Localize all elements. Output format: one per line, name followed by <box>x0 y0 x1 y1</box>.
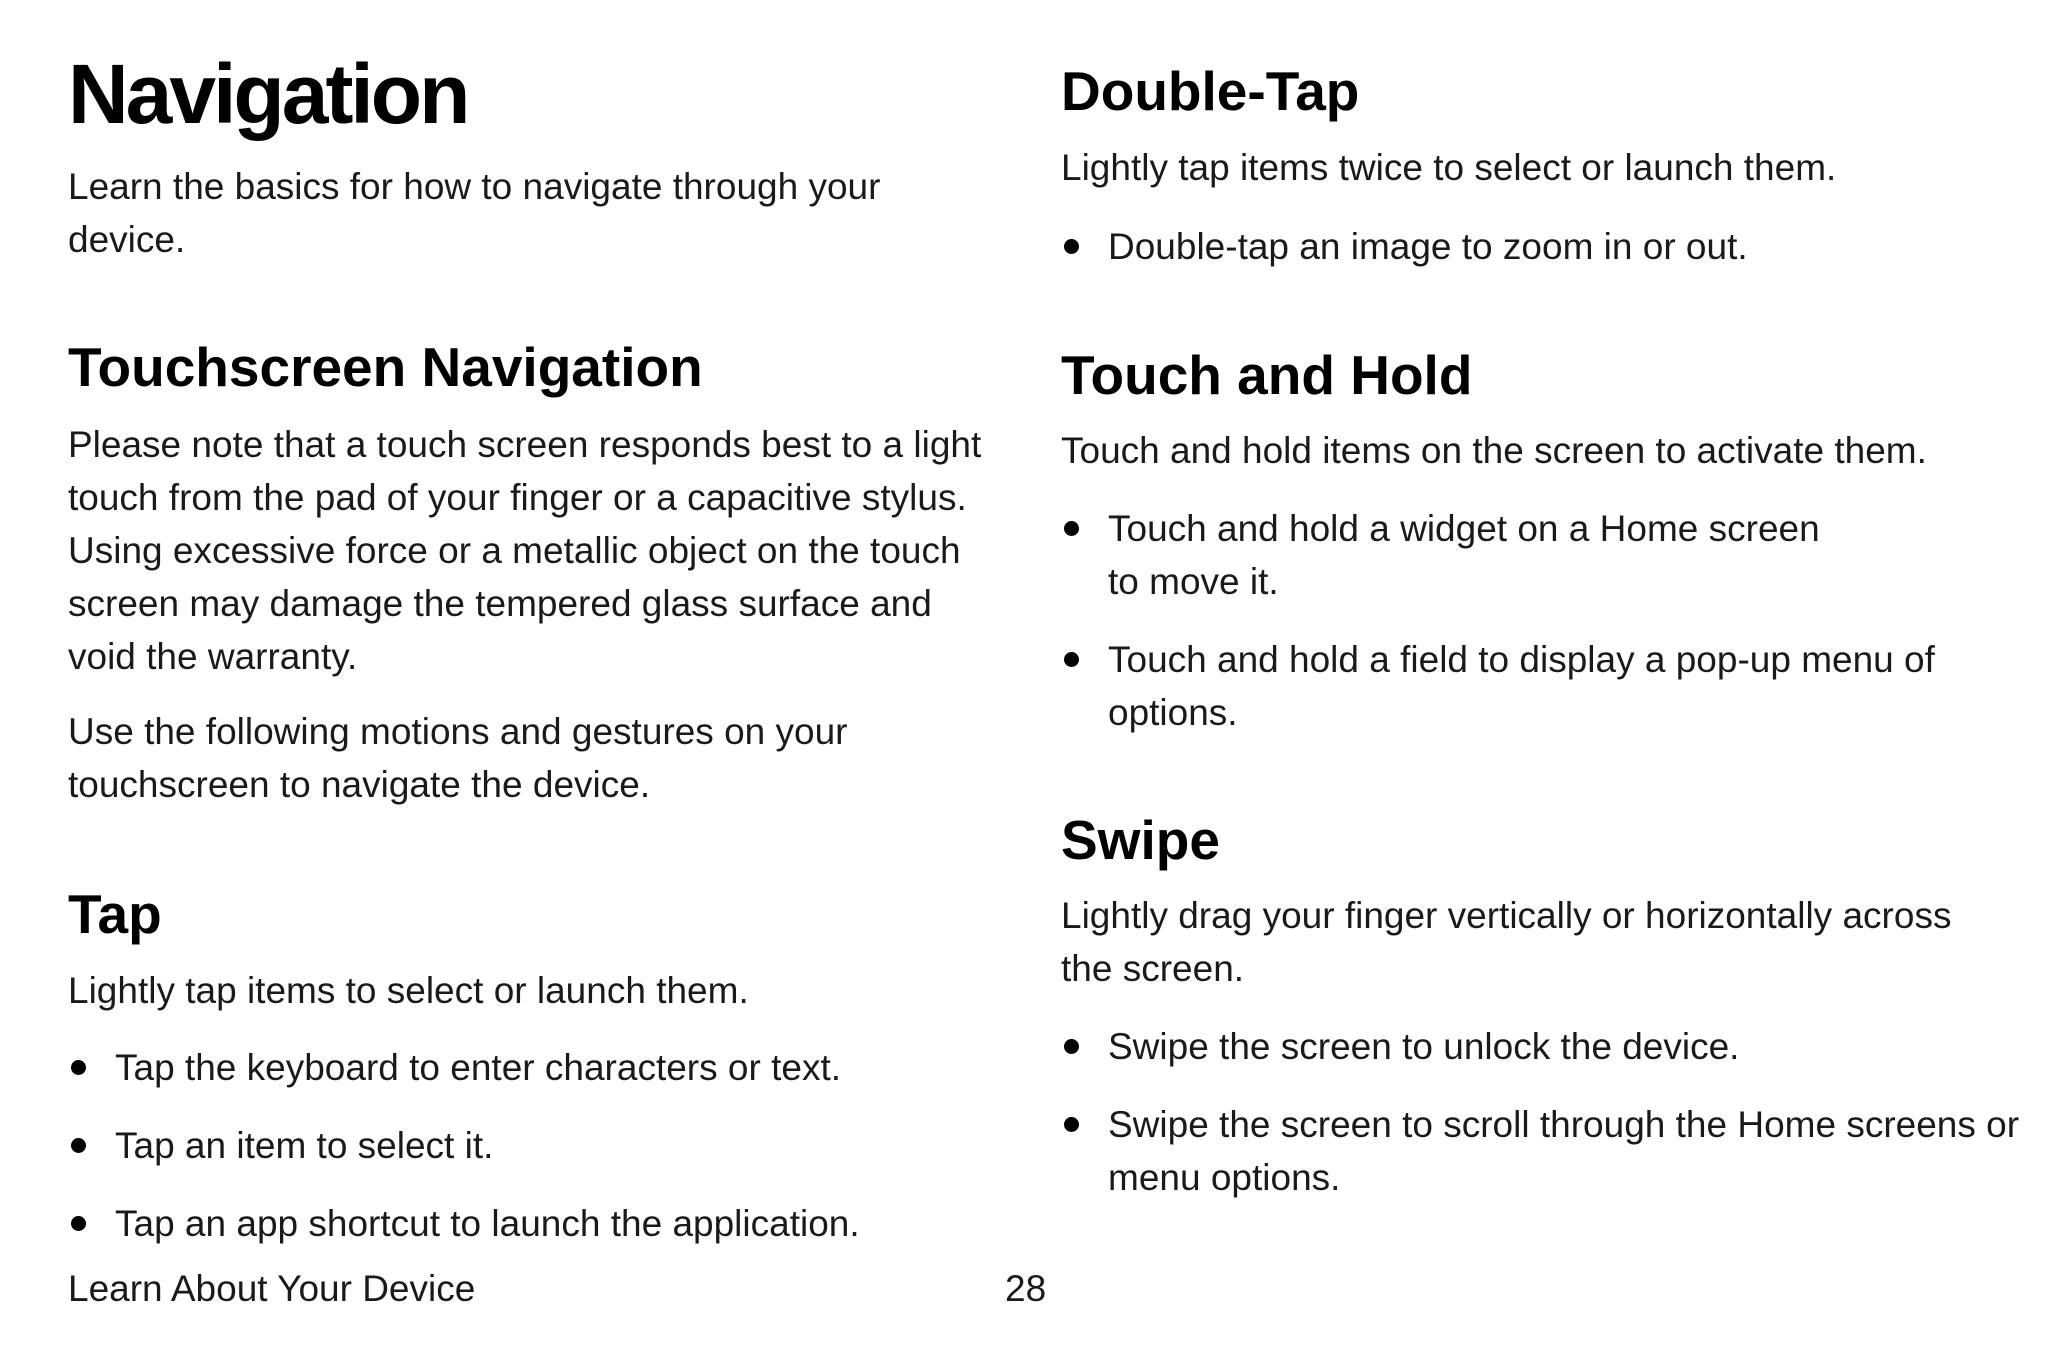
list-item <box>1061 1098 2048 1204</box>
touch-and-hold-text: Touch and hold items on the screen to activate them. <box>1061 430 1927 471</box>
footer-section-title: Learn About Your Device <box>68 1268 476 1309</box>
list-item <box>68 1041 1008 1094</box>
double-tap-bullet-list <box>1061 220 2021 273</box>
double-tap-heading: Double-Tap <box>1061 60 1360 122</box>
bullet-icon <box>71 1138 86 1153</box>
double-tap-text: Lightly tap items twice to select or launch them. <box>1061 147 1837 188</box>
list-item <box>68 1197 1008 1250</box>
bullet-text: Double-tap an image to zoom in or out. <box>1108 226 1748 267</box>
bullet-icon <box>1064 239 1079 254</box>
swipe-text: Lightly drag your finger vertically or horizontally across the screen. <box>1061 895 1952 989</box>
list-item <box>1061 633 2028 739</box>
touchscreen-paragraph-2: Use the following motions and gestures on your touchscreen to navigate the device. <box>68 711 848 805</box>
page-title: Navigation <box>68 47 468 141</box>
bullet-text: Tap an app shortcut to launch the application. <box>115 1203 860 1244</box>
bullet-text: Swipe the screen to scroll through the Home screens or menu options. <box>1108 1104 2020 1198</box>
touch-and-hold-heading: Touch and Hold <box>1061 344 1473 406</box>
touchscreen-paragraph-1: Please note that a touch screen responds best to a light touch from the pad of your finger or a capacitive stylus. Using excessive force or a metallic object on the touch screen may damage the tempered glass surface and void the warranty. <box>68 424 982 677</box>
bullet-icon <box>1064 652 1079 667</box>
tap-bullet-list <box>68 1041 1008 1250</box>
bullet-text: Swipe the screen to unlock the device. <box>1108 1026 1740 1067</box>
bullet-icon <box>1064 1117 1079 1132</box>
bullet-icon <box>71 1060 86 1075</box>
intro-text: Learn the basics for how to navigate through your device. <box>68 166 881 260</box>
touchscreen-heading: Touchscreen Navigation <box>68 336 703 398</box>
tap-text: Lightly tap items to select or launch them. <box>68 970 749 1011</box>
list-item <box>1061 1020 2021 1073</box>
bullet-icon <box>71 1216 86 1231</box>
bullet-icon <box>1064 521 1079 536</box>
tap-heading: Tap <box>68 883 162 945</box>
bullet-text: Touch and hold a field to display a pop-up menu of options. <box>1108 639 1935 733</box>
touch-and-hold-bullet-list <box>1061 502 2001 739</box>
list-item <box>68 1119 1008 1172</box>
swipe-bullet-list <box>1061 1020 2021 1204</box>
swipe-heading: Swipe <box>1061 809 1220 871</box>
list-item <box>1061 502 1848 608</box>
bullet-text: Tap an item to select it. <box>115 1125 494 1166</box>
page-number: 28 <box>1005 1268 1047 1309</box>
list-item <box>1061 220 2021 273</box>
bullet-text: Touch and hold a widget on a Home screen to move it. <box>1108 508 1820 602</box>
bullet-text: Tap the keyboard to enter characters or text. <box>115 1047 841 1088</box>
bullet-icon <box>1064 1039 1079 1054</box>
